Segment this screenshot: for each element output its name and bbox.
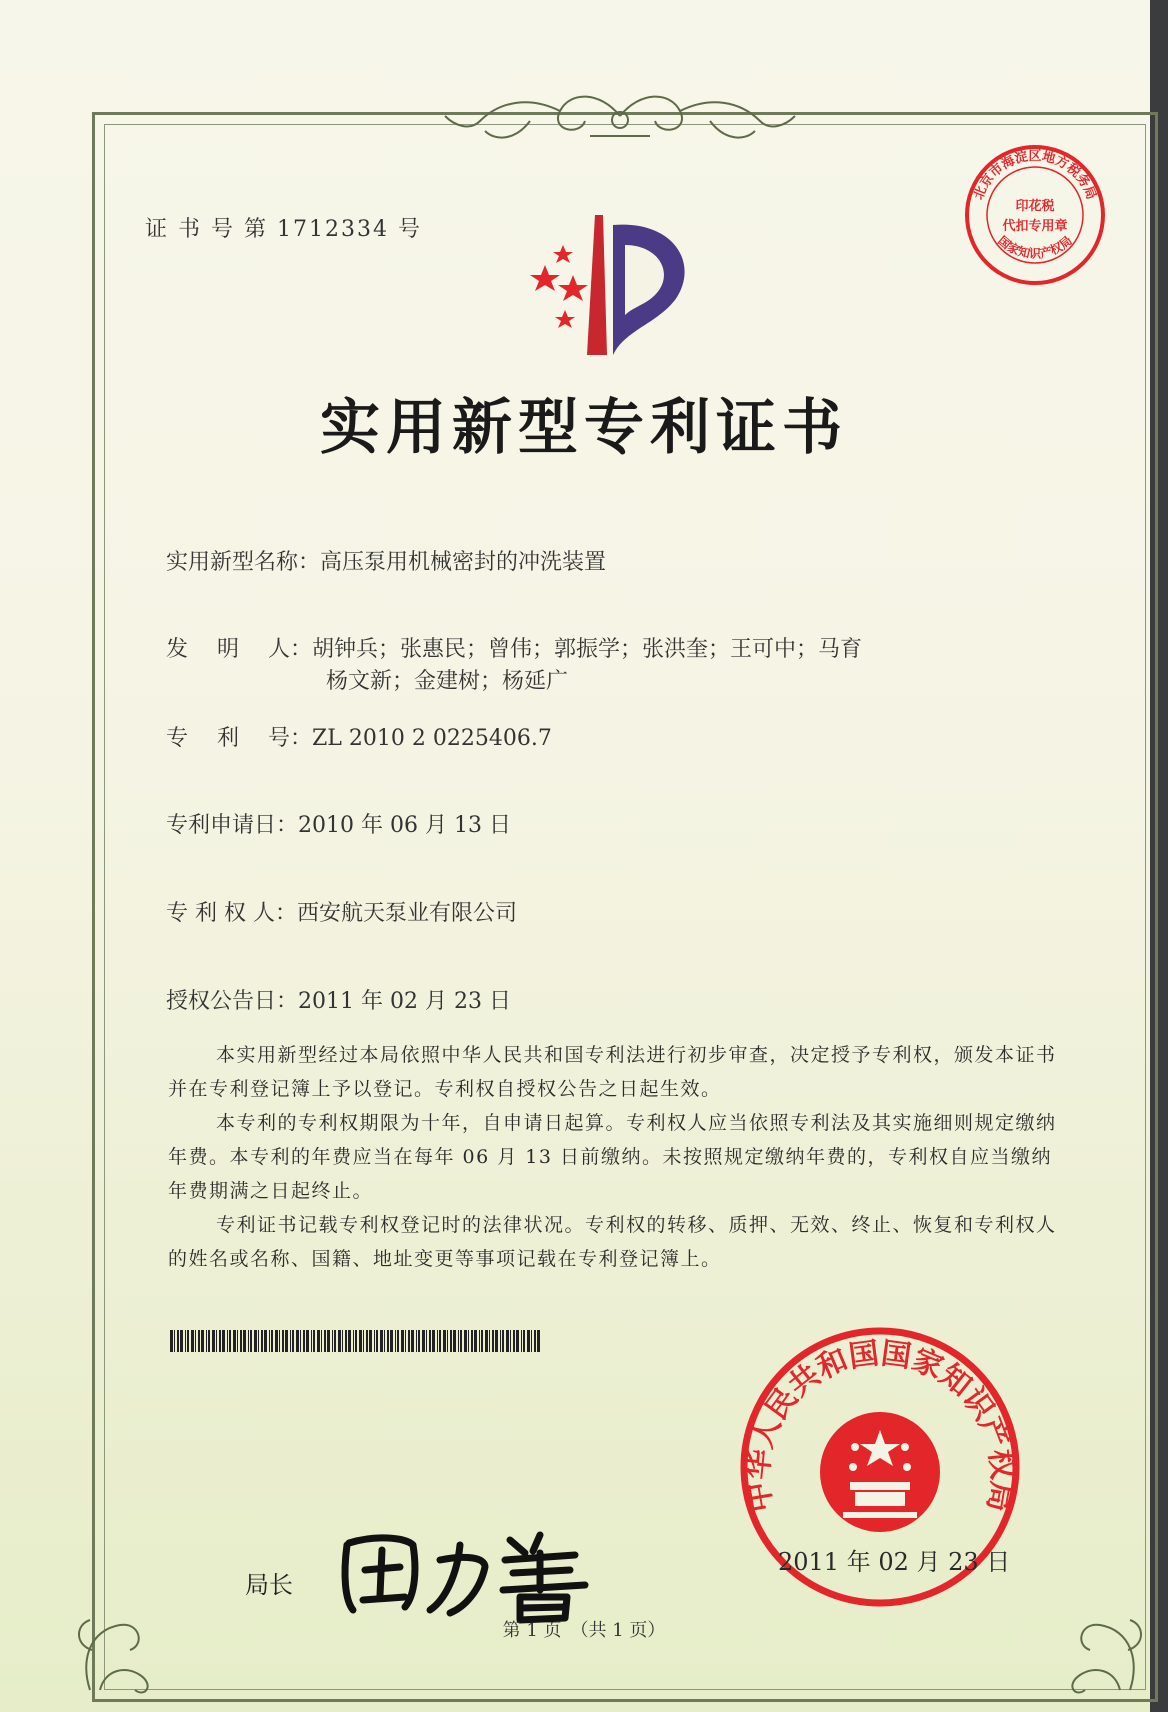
barcode-bar: [481, 1330, 483, 1352]
barcode-bar: [458, 1330, 459, 1352]
barcode-bar: [355, 1330, 357, 1352]
barcode-bar: [269, 1330, 270, 1352]
barcode-bar: [416, 1330, 417, 1352]
patent-office-logo-icon: [525, 205, 715, 355]
barcode-bar: [233, 1330, 236, 1352]
barcode-bar: [201, 1330, 204, 1352]
grant-date-row: [166, 984, 511, 1015]
barcode-bar: [500, 1330, 501, 1352]
barcode-bar: [219, 1330, 221, 1352]
barcode-bar: [485, 1330, 488, 1352]
small-stamp-ring-text: 北京市海淀区地方税务局: [971, 149, 1099, 202]
barcode-bar: [390, 1330, 393, 1352]
barcode-bar: [495, 1330, 498, 1352]
barcode-bar: [170, 1330, 173, 1352]
barcode-bar: [227, 1330, 228, 1352]
barcode-bar: [216, 1330, 217, 1352]
application-date-value: 2010 年 06 月 13 日: [298, 813, 511, 838]
barcode-bar: [531, 1330, 532, 1352]
barcode-bar: [303, 1330, 305, 1352]
barcode-bar: [418, 1330, 420, 1352]
body-paragraph-1: 本实用新型经过本局依照中华人民共和国专利法进行初步审查，决定授予专利权，颁发本证书并在专利登记簿上予以登记。专利权自授权公告之日起生效。: [168, 1044, 1057, 1100]
barcode-bar: [342, 1330, 343, 1352]
patentee-row: [166, 896, 517, 927]
barcode-bar: [208, 1330, 210, 1352]
grant-date-label: 授权公告日：: [166, 989, 299, 1014]
body-text: [168, 1038, 1068, 1276]
barcode-bar: [492, 1330, 494, 1352]
barcode-bar: [185, 1330, 186, 1352]
application-date-label: 专利申请日：: [166, 813, 299, 838]
patentee-value: 西安航天泵业有限公司: [296, 901, 517, 926]
barcode-bar: [513, 1330, 515, 1352]
barcode-bar: [384, 1330, 385, 1352]
inventor-label: 发 明 人：: [166, 637, 312, 662]
barcode-bar: [521, 1330, 522, 1352]
page-number: 第 1 页 （共 1 页）: [502, 1620, 666, 1641]
barcode-bar: [450, 1330, 452, 1352]
barcode-bar: [191, 1330, 194, 1352]
barcode-bar: [443, 1330, 446, 1352]
barcode-bar: [359, 1330, 362, 1352]
barcode-bar: [405, 1330, 406, 1352]
barcode-bar: [187, 1330, 189, 1352]
barcode-bar: [321, 1330, 322, 1352]
tax-stamp-seal: [960, 140, 1110, 290]
barcode-bar: [401, 1330, 404, 1352]
barcode-bar: [285, 1330, 288, 1352]
inventor-continuation: [326, 664, 568, 695]
issue-date: 2011 年 02 月 23 日: [778, 1548, 1011, 1576]
barcode-bar: [523, 1330, 525, 1352]
barcode-bar: [471, 1330, 473, 1352]
barcode-bar: [422, 1330, 425, 1352]
barcode-bar: [527, 1330, 530, 1352]
barcode-bar: [380, 1330, 383, 1352]
barcode-bar: [243, 1330, 246, 1352]
barcode-bar: [516, 1330, 519, 1352]
official-seal-ring-text: 中华人民共和国国家知识产权局: [740, 1336, 1020, 1515]
barcode-bar: [437, 1330, 438, 1352]
barcode-bar: [292, 1330, 294, 1352]
barcode-bar: [300, 1330, 301, 1352]
ornament-scroll-icon: [440, 86, 800, 156]
barcode-bar: [460, 1330, 462, 1352]
barcode-bar: [198, 1330, 200, 1352]
patent-number-row: [166, 721, 552, 752]
ornament-scroll-icon: [1040, 1590, 1150, 1700]
barcode-bar: [506, 1330, 509, 1352]
barcode-bar: [282, 1330, 284, 1352]
barcode-bar: [411, 1330, 414, 1352]
barcode-bar: [296, 1330, 299, 1352]
barcode-bar: [327, 1330, 330, 1352]
barcode-bar: [212, 1330, 215, 1352]
barcode-bar: [250, 1330, 252, 1352]
small-stamp-center-1: 印花税: [1015, 199, 1055, 214]
utility-model-name-row: [166, 545, 606, 576]
director-signature: [335, 1515, 605, 1625]
barcode-bar: [429, 1330, 431, 1352]
barcode-bar: [439, 1330, 441, 1352]
barcode-bar: [397, 1330, 399, 1352]
barcode-bar: [258, 1330, 259, 1352]
utility-model-name-value: 高压泵用机械密封的冲洗装置: [320, 550, 607, 575]
application-date-row: [166, 808, 511, 839]
patent-number-label: 专 利 号：: [166, 726, 312, 751]
barcode-bar: [248, 1330, 249, 1352]
inventor-row: [166, 632, 862, 663]
barcode-bar: [306, 1330, 309, 1352]
barcode-bar: [275, 1330, 278, 1352]
grant-date-value: 2011 年 02 月 23 日: [298, 989, 511, 1014]
barcode-bar: [432, 1330, 435, 1352]
barcode-bar: [534, 1330, 536, 1352]
barcode-bar: [387, 1330, 389, 1352]
certificate-number: 证 书 号 第 1712334 号: [145, 217, 422, 242]
national-emblem-icon: [820, 1412, 940, 1532]
barcode-bar: [264, 1330, 267, 1352]
barcode-bar: [229, 1330, 231, 1352]
barcode-bar: [332, 1330, 333, 1352]
barcode-bar: [537, 1330, 540, 1352]
barcode-bar: [237, 1330, 238, 1352]
barcode-bar: [180, 1330, 183, 1352]
barcode-bar: [408, 1330, 410, 1352]
barcode-bar: [177, 1330, 179, 1352]
barcode-bar: [474, 1330, 477, 1352]
body-paragraph-3: 专利证书记载专利权登记时的法律状况。专利权的转移、质押、无效、终止、恢复和专利权人的姓名或名称、国籍、地址变更等事项记载在专利登记簿上。: [168, 1214, 1057, 1270]
barcode-bar: [174, 1330, 175, 1352]
barcode-bar: [254, 1330, 257, 1352]
barcode-bar: [395, 1330, 396, 1352]
barcode-bar: [311, 1330, 312, 1352]
barcode-bar: [338, 1330, 341, 1352]
barcode-bar: [348, 1330, 351, 1352]
barcode-bar: [479, 1330, 480, 1352]
barcode-bar: [271, 1330, 273, 1352]
barcode-bar: [468, 1330, 469, 1352]
barcode-bar: [489, 1330, 490, 1352]
inventor-value-line2: 杨文新；金建树；杨延广: [326, 669, 569, 694]
utility-model-name-label: 实用新型名称：: [166, 550, 321, 575]
barcode-bar: [317, 1330, 320, 1352]
barcode-bar: [363, 1330, 364, 1352]
barcode-bar: [366, 1330, 368, 1352]
ornament-scroll-icon: [70, 1590, 180, 1700]
barcode-bar: [195, 1330, 196, 1352]
barcode-bar: [464, 1330, 467, 1352]
barcode-bar: [206, 1330, 207, 1352]
patent-number-value: ZL 2010 2 0225406.7: [312, 726, 552, 751]
inventor-value-line1: 胡钟兵；张惠民；曾伟；郭振学；张洪奎；王可中；马育: [312, 637, 863, 662]
barcode-bar: [374, 1330, 375, 1352]
barcode-bar: [369, 1330, 372, 1352]
barcode-bar: [222, 1330, 225, 1352]
barcode-bar: [334, 1330, 336, 1352]
barcode-bar: [261, 1330, 263, 1352]
barcode-bar: [240, 1330, 242, 1352]
barcode-bar: [353, 1330, 354, 1352]
barcode: [170, 1330, 540, 1352]
barcode-bar: [502, 1330, 504, 1352]
barcode-bar: [324, 1330, 326, 1352]
barcode-bar: [426, 1330, 427, 1352]
barcode-bar: [313, 1330, 315, 1352]
small-stamp-center-2: 代扣专用章: [1002, 219, 1068, 234]
barcode-bar: [447, 1330, 448, 1352]
body-paragraph-2: 本专利的专利权期限为十年，自申请日起算。专利权人应当依照专利法及其实施细则规定缴纳年费。本专利的年费应当在每年 06 月 13 日前缴纳。未按照规定缴纳年费的，专利权自应当缴纳年费期满之日起终止。: [168, 1112, 1057, 1202]
barcode-bar: [453, 1330, 456, 1352]
barcode-bar: [510, 1330, 511, 1352]
certificate-title: 实用新型专利证书: [320, 393, 848, 463]
barcode-bar: [290, 1330, 291, 1352]
barcode-bar: [279, 1330, 280, 1352]
barcode-bar: [376, 1330, 378, 1352]
barcode-bar: [345, 1330, 347, 1352]
svg-text:北京市海淀区地方税务局: [971, 148, 1098, 202]
svg-text:国家知识产权局: [995, 233, 1075, 260]
director-label: 局长: [245, 1571, 293, 1599]
small-stamp-bottom-text: 国家知识产权局: [995, 233, 1075, 261]
patentee-label: 专 利 权 人：: [166, 901, 297, 926]
